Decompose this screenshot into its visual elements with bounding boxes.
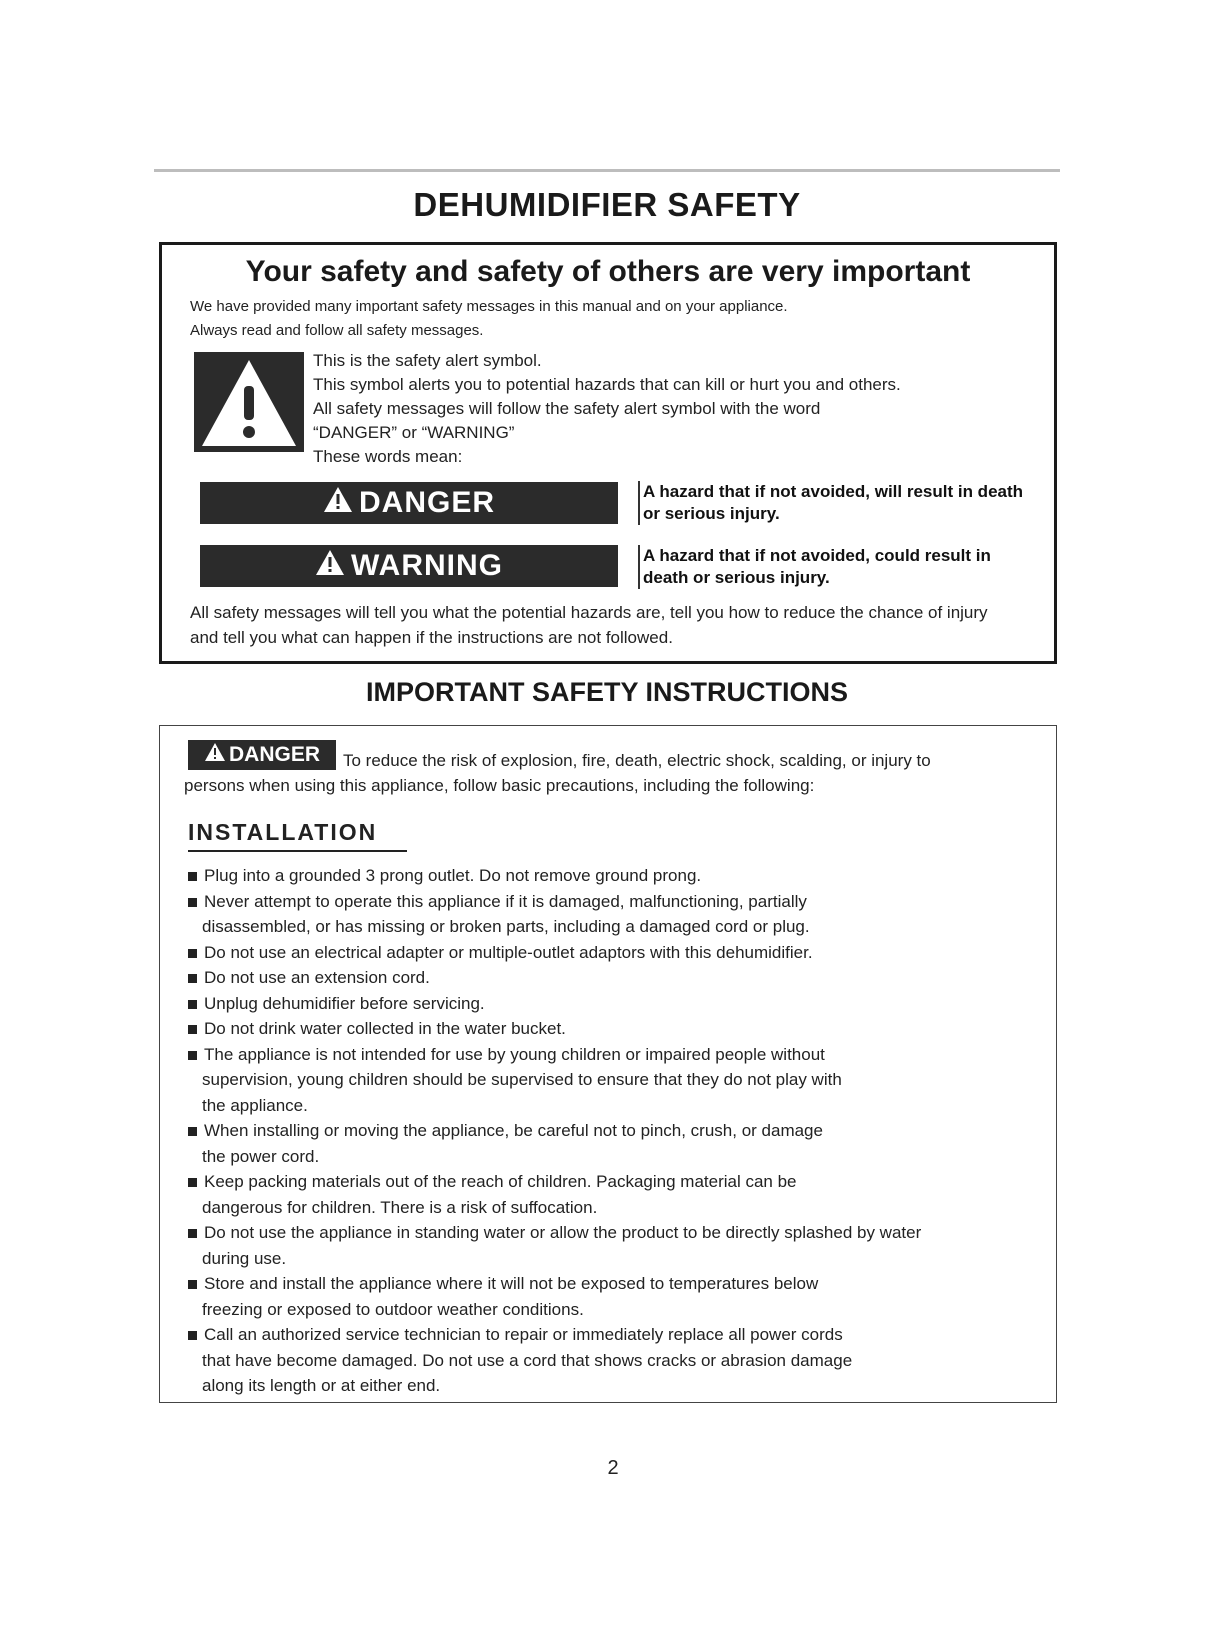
list-item xyxy=(188,863,921,889)
bullet-square-icon xyxy=(188,1178,197,1187)
list-item-text xyxy=(188,889,921,915)
danger-label: DANGER xyxy=(358,486,495,519)
list-item-line: the power cord. xyxy=(202,1146,320,1166)
list-item-continuation xyxy=(188,1195,921,1221)
bullet-square-icon xyxy=(188,974,197,983)
list-item-line: during use. xyxy=(202,1248,287,1268)
list-item-text xyxy=(188,1271,921,1297)
bullet-square-icon xyxy=(188,1051,197,1060)
list-item-continuation xyxy=(188,1373,921,1399)
list-item-text xyxy=(188,965,921,991)
danger-badge-label: DANGER xyxy=(228,743,320,766)
footer-line: and tell you what can happen if the instructions are not followed. xyxy=(190,628,673,647)
danger-description xyxy=(638,481,1023,525)
alert-line: This is the safety alert symbol. xyxy=(313,351,542,370)
alert-line: All safety messages will follow the safety alert symbol with the word xyxy=(313,399,821,418)
list-item xyxy=(188,889,921,940)
danger-signal-bar xyxy=(200,482,618,524)
list-item-text xyxy=(188,1118,921,1144)
bullet-square-icon xyxy=(188,898,197,907)
list-item-line: supervision, young children should be supervised to ensure that they do not play with xyxy=(202,1070,842,1089)
list-item-continuation xyxy=(188,1297,921,1323)
list-item-text xyxy=(188,1220,921,1246)
list-item xyxy=(188,940,921,966)
danger-desc-line: or serious injury. xyxy=(643,504,780,523)
list-item-line: the appliance. xyxy=(202,1095,308,1115)
warning-label: WARNING xyxy=(351,549,503,582)
intro-line-1: We have provided many important safety messages in this manual and on your appliance. xyxy=(190,298,788,315)
safety-intro-box xyxy=(159,242,1057,664)
list-item-line: Plug into a grounded 3 prong outlet. Do not remove ground prong. xyxy=(204,866,702,885)
list-item-text xyxy=(188,1042,921,1068)
list-item-continuation xyxy=(188,914,921,940)
bullet-square-icon xyxy=(188,872,197,881)
danger-desc-line: A hazard that if not avoided, will result in death xyxy=(643,482,1024,501)
list-item-line: Do not drink water collected in the water bucket. xyxy=(204,1019,566,1038)
list-item-line: Do not use an electrical adapter or multiple-outlet adaptors with this dehumidifier. xyxy=(204,942,813,962)
list-item-line: Keep packing materials out of the reach of children. Packaging material can be xyxy=(204,1172,797,1191)
installation-list xyxy=(188,863,921,1399)
alert-line: “DANGER” or “WARNING” xyxy=(313,423,515,442)
list-item-text xyxy=(188,1016,921,1042)
danger-intro-text: To reduce the risk of explosion, fire, death, electric shock, scalding, or injury to xyxy=(343,751,931,770)
warning-triangle-icon xyxy=(315,549,345,584)
list-item-line: Unplug dehumidifier before servicing. xyxy=(204,993,485,1013)
top-divider xyxy=(154,169,1060,172)
list-item-text xyxy=(188,1322,921,1348)
instructions-box xyxy=(159,725,1057,1403)
list-item xyxy=(188,1016,921,1042)
warning-signal-bar xyxy=(200,545,618,587)
list-item xyxy=(188,1169,921,1220)
bullet-square-icon xyxy=(188,1280,197,1289)
list-item-line: dangerous for children. There is a risk of suffocation. xyxy=(202,1197,598,1217)
warning-triangle-icon xyxy=(323,486,353,521)
bullet-square-icon xyxy=(188,1331,197,1340)
list-item-text xyxy=(188,1169,921,1195)
list-item-continuation xyxy=(188,1144,921,1170)
warning-desc-line: death or serious injury. xyxy=(643,568,830,587)
list-item-line: that have become damaged. Do not use a cord that shows cracks or abrasion damage xyxy=(202,1350,853,1370)
list-item-line: Never attempt to operate this appliance if it is damaged, malfunctioning, partially xyxy=(204,891,807,911)
list-item-continuation xyxy=(188,1348,921,1374)
list-item xyxy=(188,1220,921,1271)
list-item xyxy=(188,965,921,991)
list-item-continuation xyxy=(188,1093,921,1119)
list-item xyxy=(188,1271,921,1322)
list-item-line: freezing or exposed to outdoor weather conditions. xyxy=(202,1299,584,1319)
alert-line: This symbol alerts you to potential hazards that can kill or hurt you and others. xyxy=(313,375,901,394)
list-item-line: Call an authorized service technician to repair or immediately replace all power cords xyxy=(204,1325,843,1344)
list-item xyxy=(188,1118,921,1169)
list-item-line: Store and install the appliance where it will not be exposed to temperatures below xyxy=(204,1274,819,1293)
bullet-square-icon xyxy=(188,1127,197,1136)
list-item-line: When installing or moving the appliance, be careful not to pinch, crush, or damage xyxy=(204,1121,823,1140)
warning-desc-line: A hazard that if not avoided, could result in xyxy=(643,546,991,565)
footer-line: All safety messages will tell you what the potential hazards are, tell you how to reduce the chance of injury xyxy=(190,603,988,622)
alert-line: These words mean: xyxy=(313,447,463,466)
bullet-square-icon xyxy=(188,949,197,958)
list-item-line: Do not use the appliance in standing water or allow the product to be directly splashed by water xyxy=(204,1223,922,1242)
list-item-line: disassembled, or has missing or broken parts, including a damaged cord or plug. xyxy=(202,917,810,936)
list-item-line: The appliance is not intended for use by young children or impaired people without xyxy=(204,1044,825,1064)
list-item-text xyxy=(188,940,921,966)
intro-line-2: Always read and follow all safety messages. xyxy=(190,322,484,339)
list-item-text xyxy=(188,991,921,1017)
bullet-square-icon xyxy=(188,1025,197,1034)
list-item xyxy=(188,1322,921,1399)
list-item xyxy=(188,1042,921,1119)
page-title: DEHUMIDIFIER SAFETY xyxy=(413,186,801,223)
instructions-title: IMPORTANT SAFETY INSTRUCTIONS xyxy=(365,677,848,707)
heading-underline xyxy=(188,850,407,852)
list-item-text xyxy=(188,863,921,889)
list-item-line: along its length or at either end. xyxy=(202,1376,441,1395)
danger-intro-text: persons when using this appliance, follow basic precautions, including the following: xyxy=(184,776,815,795)
safety-alert-icon xyxy=(194,352,304,452)
installation-heading: INSTALLATION xyxy=(188,819,378,845)
bullet-square-icon xyxy=(188,1000,197,1009)
list-item xyxy=(188,991,921,1017)
warning-triangle-icon xyxy=(204,742,226,768)
alert-symbol-description xyxy=(313,349,901,469)
page-number: 2 xyxy=(607,1457,619,1479)
warning-description xyxy=(638,545,991,589)
list-item-line: Do not use an extension cord. xyxy=(204,968,430,987)
list-item-continuation xyxy=(188,1246,921,1272)
safety-intro-heading: Your safety and safety of others are very important xyxy=(245,255,971,288)
bullet-square-icon xyxy=(188,1229,197,1238)
list-item-continuation xyxy=(188,1067,921,1093)
safety-intro-footer xyxy=(190,600,988,650)
danger-badge xyxy=(188,740,336,770)
